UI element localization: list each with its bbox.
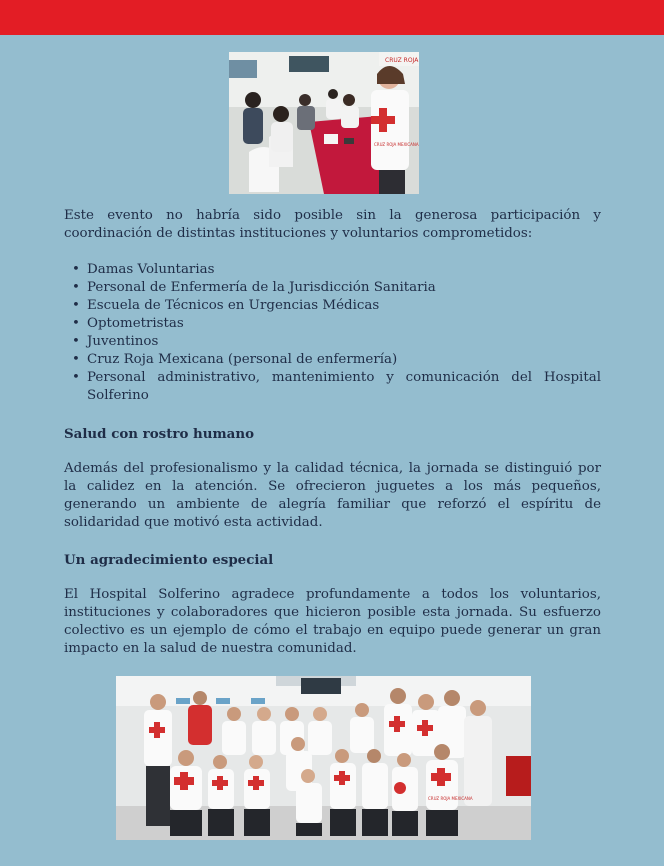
photo-vest-text: CRUZ ROJA MEXICANA — [374, 142, 419, 147]
top-red-banner — [0, 0, 664, 35]
list-item: • Damas Voluntarias — [64, 261, 601, 279]
list-item: • Escuela de Técnicos en Urgencias Médicas — [64, 297, 601, 315]
event-photo-illustration — [229, 52, 419, 194]
list-item: • Personal administrativo, mantenimiento y comunicación del Hospital Solferino — [64, 369, 601, 405]
participants-list — [64, 261, 601, 405]
section-heading-salud: Salud con rostro humano — [64, 426, 255, 442]
group-photo-vest-text: CRUZ ROJA MEXICANA — [428, 796, 473, 801]
photo-sign-text: CRUZ ROJA — [385, 57, 419, 64]
list-item: • Personal de Enfermería de la Jurisdicción Sanitaria — [64, 279, 601, 297]
intro-text: Este evento no habría sido posible sin la generosa participación y coordinación de distintas instituciones y voluntarios comprometidos: — [64, 208, 601, 241]
event-photo-volunteers-attending — [229, 52, 419, 194]
list-item: • Cruz Roja Mexicana (personal de enfermería) — [64, 351, 601, 369]
list-item: • Optometristas — [64, 315, 601, 333]
intro-paragraph — [64, 207, 601, 243]
group-photo-illustration — [116, 676, 531, 840]
section-heading-agradecimiento: Un agradecimiento especial — [64, 552, 274, 568]
group-photo-volunteers — [116, 676, 531, 840]
section-body-agradecimiento — [64, 586, 601, 658]
section-body-salud-text: Además del profesionalismo y la calidad técnica, la jornada se distinguió por la calidez en la atención. Se ofrecieron juguetes a los más pequeños, generando un ambiente de alegría familiar que reforzó el espíritu de solidaridad que motivó esta actividad. — [64, 461, 601, 530]
list-item: • Juventinos — [64, 333, 601, 351]
section-body-salud — [64, 460, 601, 532]
section-body-agradecimiento-text: El Hospital Solferino agradece profundamente a todos los voluntarios, instituciones y colaboradores que hicieron posible esta jornada. Su esfuerzo colectivo es un ejemplo de cómo el trabajo en equipo puede generar un gran impacto en la salud de nuestra comunidad. — [64, 587, 601, 656]
